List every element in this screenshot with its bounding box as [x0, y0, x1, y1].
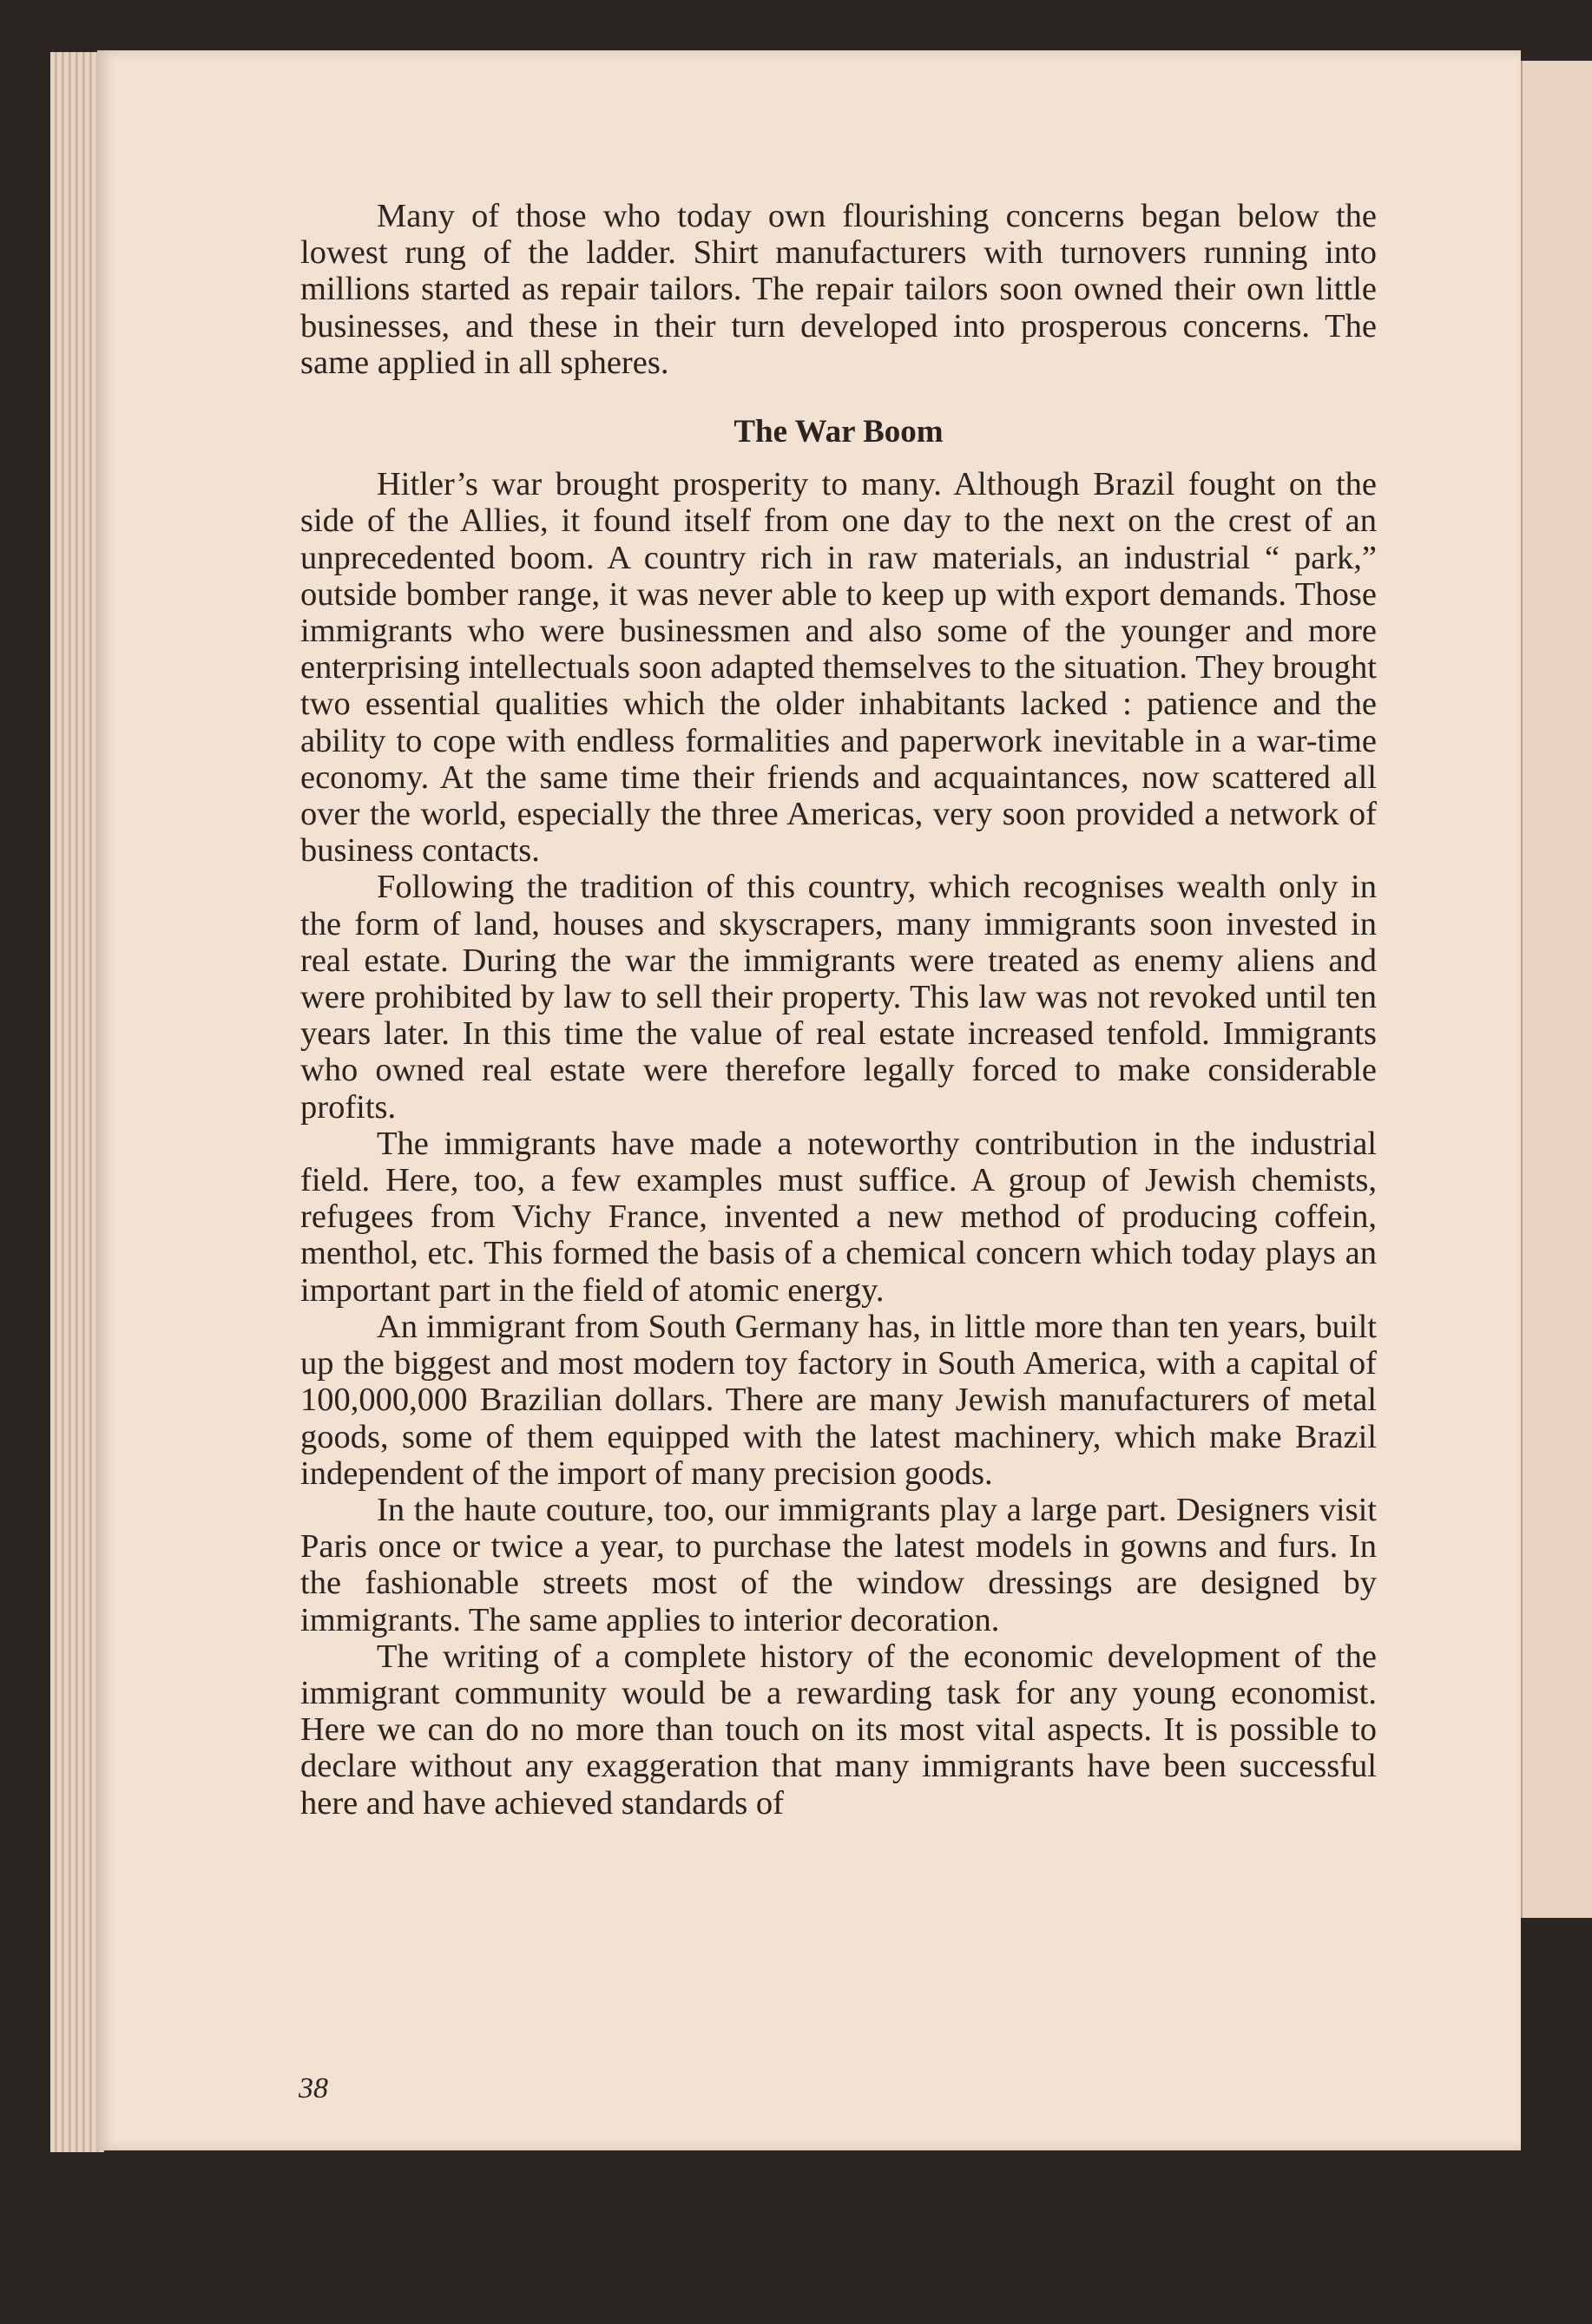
paragraph-7: The writing of a complete history of the economic development of the immigrant community would be a rewarding task for any young economist. Here we can do no more than touch on its most vital aspects. It is possible to declare without any exaggeration that many immigrants have been successful here and have achieved standards of: [300, 1638, 1377, 1822]
section-heading: The War Boom: [734, 414, 944, 450]
paragraph-5: An immigrant from South Germany has, in little more than ten years, built up the biggest and most modern toy factory in South America, with a capital of 100,000,000 Brazilian dollars. There are many Jewish manufacturers of metal goods, some of them equipped with the latest machinery, which make Brazil independent of the import of many precision goods.: [300, 1308, 1377, 1492]
body-text: [300, 198, 1377, 1822]
book-page-edges: [50, 52, 104, 2152]
paragraph-3: Following the tradition of this country, which recognises wealth only in the form of land, houses and skyscrapers, many immigrants soon invested in real estate. During the war the immigrants were treated as enemy aliens and were prohibited by law to sell their property. This law was not revoked until ten years later. In this time the value of real estate increased tenfold. Immigrants who owned real estate were therefore legally forced to make considerable profits.: [300, 869, 1377, 1126]
paragraph-2: Hitler’s war brought prosperity to many. Although Brazil fought on the side of the Allies, it found itself from one day to the next on the crest of an unprecedented boom. A country rich in raw materials, an industrial “ park,” outside bomber range, it was never able to keep up with export demands. Those immigrants who were businessmen and also some of the younger and more enterprising intellectuals soon adapted themselves to the situation. They brought two essential qualities which the older inhabitants lacked : patience and the ability to cope with endless formalities and paperwork inevitable in a war-time economy. At the same time their friends and acquaintances, now scattered all over the world, especially the three Americas, very soon provided a network of business contacts.: [300, 466, 1377, 870]
paragraph-6: In the haute couture, too, our immigrants play a large part. Designers visit Paris once or twice a year, to purchase the latest models in gowns and furs. In the fashionable streets most of the window dressings are designed by immigrants. The same applies to interior decoration.: [300, 1491, 1377, 1638]
facing-page-edge: [1521, 61, 1592, 1918]
paragraph-1: Many of those who today own flourishing concerns began below the lowest rung of the ladder. Shirt manufacturers with turnovers running into millions started as repair tailors. The repair tailors soon owned their own little businesses, and these in their turn developed into prosperous concerns. The same applied in all spheres.: [300, 198, 1377, 381]
paragraph-4: The immigrants have made a noteworthy contribution in the industrial field. Here, too, a few examples must suffice. A group of Jewish chemists, refugees from Vichy France, invented a new method of producing coffein, menthol, etc. This formed the basis of a chemical concern which today plays an important part in the field of atomic energy.: [300, 1125, 1377, 1309]
page-number: 38: [299, 2072, 328, 2104]
